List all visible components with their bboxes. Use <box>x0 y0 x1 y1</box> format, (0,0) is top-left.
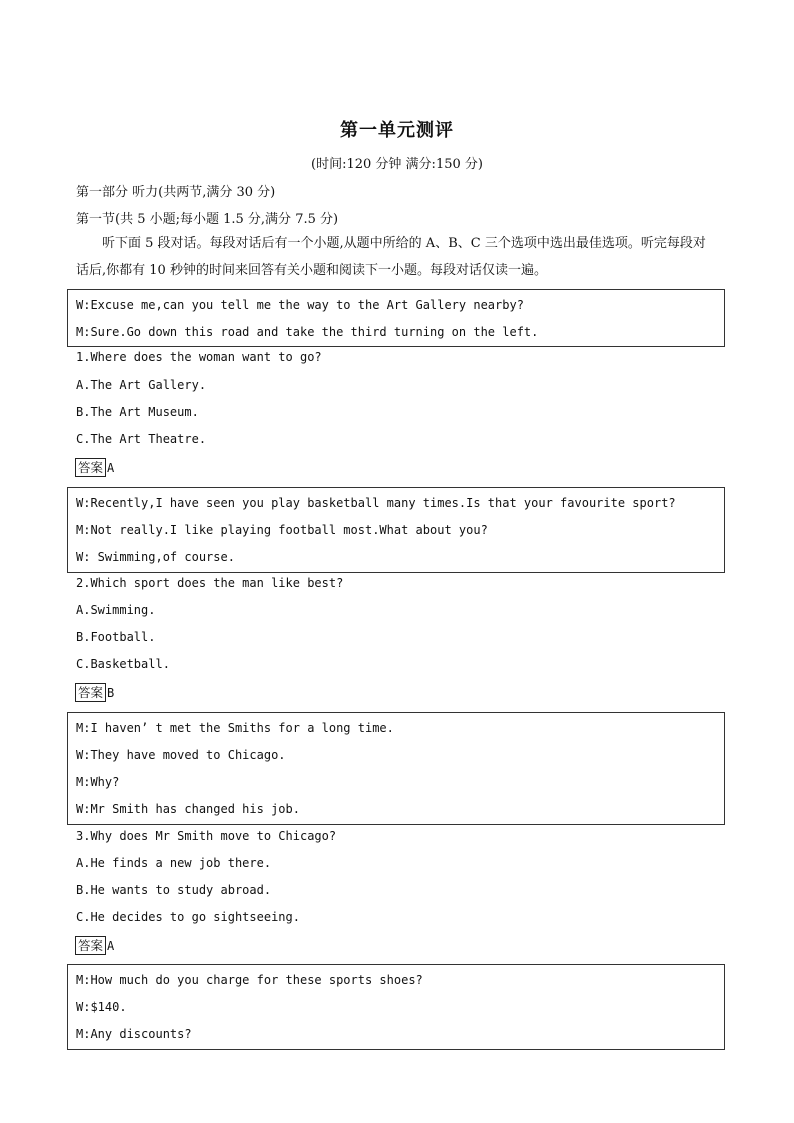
option-1c: C.The Art Theatre. <box>76 432 207 446</box>
option-2a: A.Swimming. <box>76 603 156 617</box>
option-1a: A.The Art Gallery. <box>76 378 207 392</box>
section-heading: 第一节(共 5 小题;每小题 1.5 分,满分 7.5 分) <box>76 212 339 227</box>
dialogue-line: W:They have moved to Chicago. <box>76 748 286 762</box>
answer-label: 答案 <box>75 936 106 955</box>
answer-value: B <box>107 685 115 700</box>
dialogue-line: W:Mr Smith has changed his job. <box>76 802 300 816</box>
answer-label: 答案 <box>75 458 106 477</box>
option-2c: C.Basketball. <box>76 657 170 671</box>
option-1b: B.The Art Museum. <box>76 405 199 419</box>
dialogue-box-4 <box>67 964 725 1050</box>
dialogue-box-3 <box>67 712 725 825</box>
question-3: 3.Why does Mr Smith move to Chicago? <box>76 829 337 843</box>
dialogue-line: W:Excuse me,can you tell me the way to the Art Gallery nearby? <box>76 298 524 312</box>
option-3a: A.He finds a new job there. <box>76 856 272 870</box>
dialogue-line: W:Recently,I have seen you play basketball many times.Is that your favourite sport? <box>76 496 676 510</box>
dialogue-line: M:How much do you charge for these sports shoes? <box>76 973 423 987</box>
dialogue-line: M:I haven’ t met the Smiths for a long time. <box>76 721 394 735</box>
dialogue-line: M:Sure.Go down this road and take the third turning on the left. <box>76 325 539 339</box>
question-2: 2.Which sport does the man like best? <box>76 576 344 590</box>
question-1: 1.Where does the woman want to go? <box>76 350 322 364</box>
dialogue-box-1 <box>67 289 725 347</box>
dialogue-line: M:Not really.I like playing football most.What about you? <box>76 523 488 537</box>
option-2b: B.Football. <box>76 630 156 644</box>
answer-value: A <box>107 938 115 953</box>
answer-3 <box>75 936 114 955</box>
answer-1 <box>75 458 114 477</box>
exam-info: (时间:120 分钟 满分:150 分) <box>311 157 483 172</box>
page-title: 第一单元测评 <box>340 120 454 141</box>
answer-value: A <box>107 460 115 475</box>
dialogue-line: W: Swimming,of course. <box>76 550 235 564</box>
answer-label: 答案 <box>75 683 106 702</box>
part-heading: 第一部分 听力(共两节,满分 30 分) <box>76 185 276 200</box>
instructions: 听下面 5 段对话。每段对话后有一个小题,从题中所给的 A、B、C 三个选项中选出最佳选项。听完每段对话后,你都有 10 秒钟的时间来回答有关小题和阅读下一小题。每段对话仅读一遍。 <box>76 236 706 278</box>
answer-2 <box>75 683 114 702</box>
dialogue-box-2 <box>67 487 725 573</box>
option-3b: B.He wants to study abroad. <box>76 883 272 897</box>
dialogue-line: M:Any discounts? <box>76 1027 192 1041</box>
dialogue-line: M:Why? <box>76 775 120 789</box>
dialogue-line: W:$140. <box>76 1000 127 1014</box>
option-3c: C.He decides to go sightseeing. <box>76 910 300 924</box>
